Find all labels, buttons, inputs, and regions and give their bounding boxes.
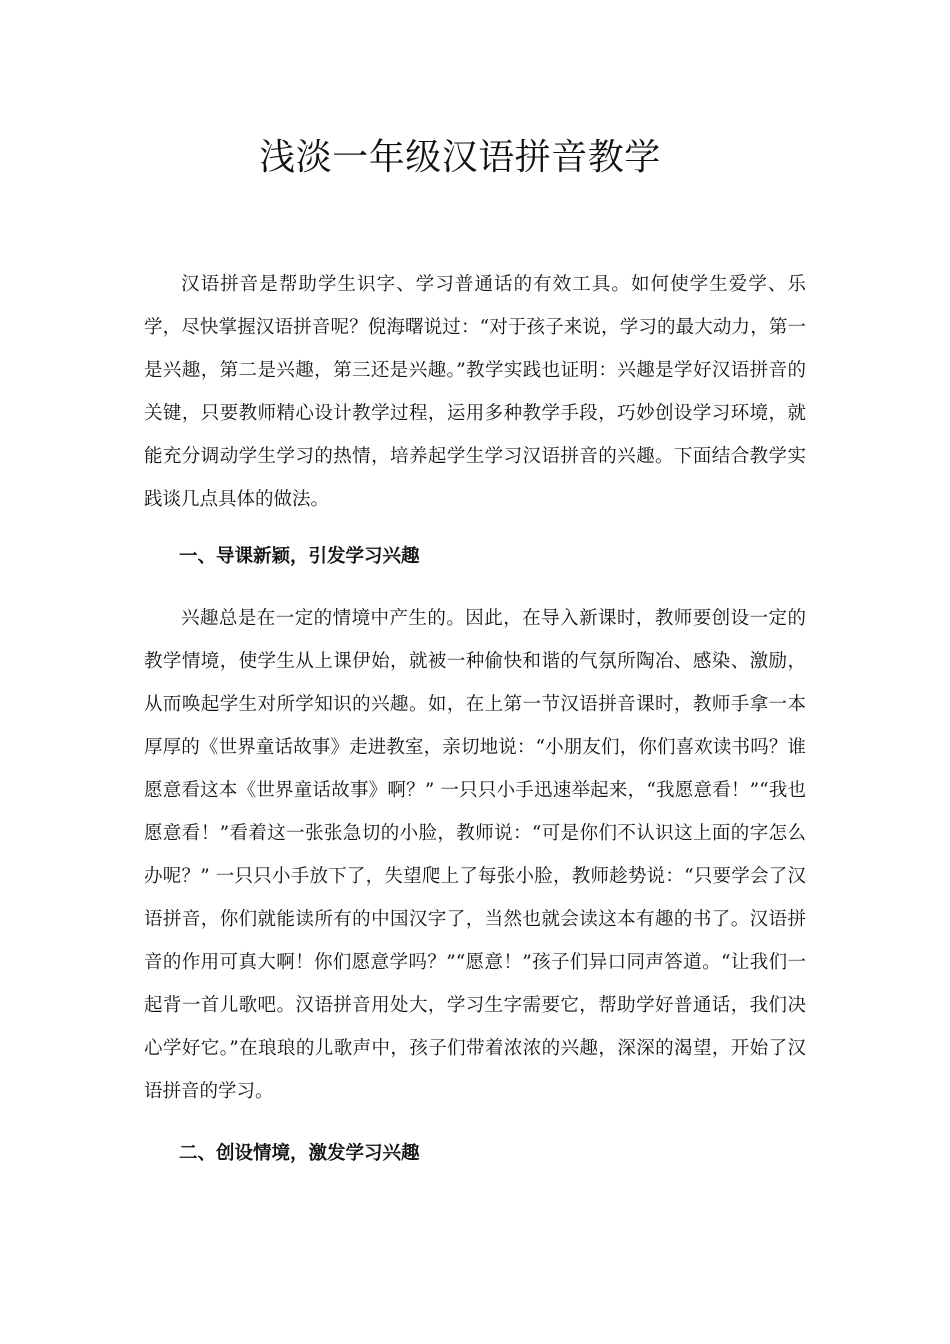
intro-paragraph: 汉语拼音是帮助学生识字、学习普通话的有效工具。如何使学生爱学、乐学，尽快掌握汉语拼音呢？倪海曙说过：“对于孩子来说，学习的最大动力，第一是兴趣，第二是兴趣，第三还是兴趣。”教学实践也证明：兴趣是学好汉语拼音的关键，只要教师精心设计教学过程，运用多种教学手段，巧妙创设学习环境，就能充分调动学生学习的热情，培养起学生学习汉语拼音的兴趣。下面结合教学实践谈几点具体的做法。 [144, 274, 806, 510]
section-heading-1: 一、导课新颖，引发学习兴趣 [179, 546, 420, 567]
section-1-paragraph: 兴趣总是在一定的情境中产生的。因此，在导入新课时，教师要创设一定的教学情境，使学生从上课伊始，就被一种偷快和谐的气氛所陶冶、感染、激励，从而唤起学生对所学知识的兴趣。如，在上第一节汉语拼音课时，教师手拿一本厚厚的《世界童话故事》走进教室，亲切地说：“小朋友们，你们喜欢读书吗？谁愿意看这本《世界童话故事》啊？” 一只只小手迅速举起来，“我愿意看！”“我也愿意看！”看着这一张张急切的小脸，教师说：“可是你们不认识这上面的字怎么办呢？” 一只只小手放下了，失望爬上了每张小脸，教师趁势说：“只要学会了汉语拼音，你们就能读所有的中国汉字了，当然也就会读这本有趣的书了。汉语拼音的作用可真大啊！你们愿意学吗？”“愿意！”孩子们异口同声答道。“让我们一起背一首儿歌吧。汉语拼音用处大，学习生字需要它，帮助学好普通话，我们决心学好它。”在琅琅的儿歌声中，孩子们带着浓浓的兴趣，深深的渴望，开始了汉语拼音的学习。 [144, 608, 806, 1102]
section-heading-2: 二、创设情境，激发学习兴趣 [179, 1143, 420, 1164]
document-title: 浅淡一年级汉语拼音教学 [259, 137, 661, 178]
